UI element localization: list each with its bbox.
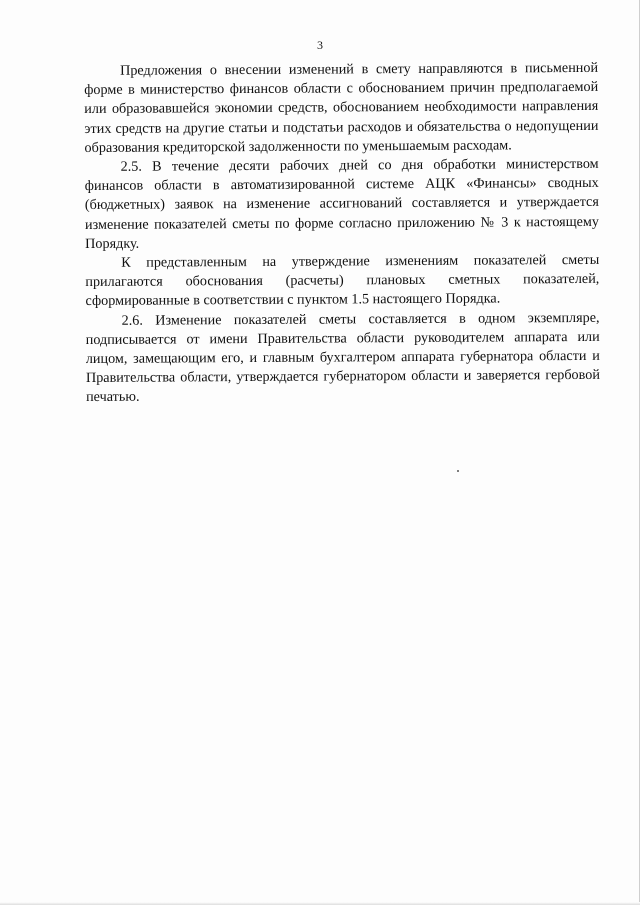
- paragraph-2-5: 2.5. В течение десяти рабочих дней со дня обработки министерством финансов области в автоматизированной системе АЦК «Финансы» сводных (бюджетных) заявок на изменение ассигнований составляется и утверждается изменение показателей сметы по форме согласно приложению № 3 к настоящему Порядку.: [84, 155, 600, 252]
- page-number: 3: [317, 38, 323, 52]
- paragraph-proposals: Предложения о внесении изменений в смету направляются в письменной форме в министерство финансов области с обоснованием причин предполагаемой или образовавшейся экономии средств, обоснованием необходимости направления этих средств на другие статьи и подстатьи расходов и обязательства о недопущении образования кредиторской задолженности по уменьшаемым расходам.: [84, 59, 599, 156]
- paragraph-2-6: 2.6. Изменение показателей сметы составляется в одном экземпляре, подписывается от имени Правительства области руководителем аппарата или лицом, замещающим его, и главным бухгалтером аппарата губернатора области и Правительства области, утверждается губернатором области и заверяется гербовой печатью.: [85, 309, 600, 406]
- paragraph-justifications: К представленным на утверждение изменениям показателей сметы прилагаются обоснования (расчеты) плановых сметных показателей, сформированные в соответствии с пунктом 1.5 настоящего Порядка.: [85, 251, 600, 310]
- document-body: [84, 59, 600, 408]
- scan-speck: [457, 470, 459, 472]
